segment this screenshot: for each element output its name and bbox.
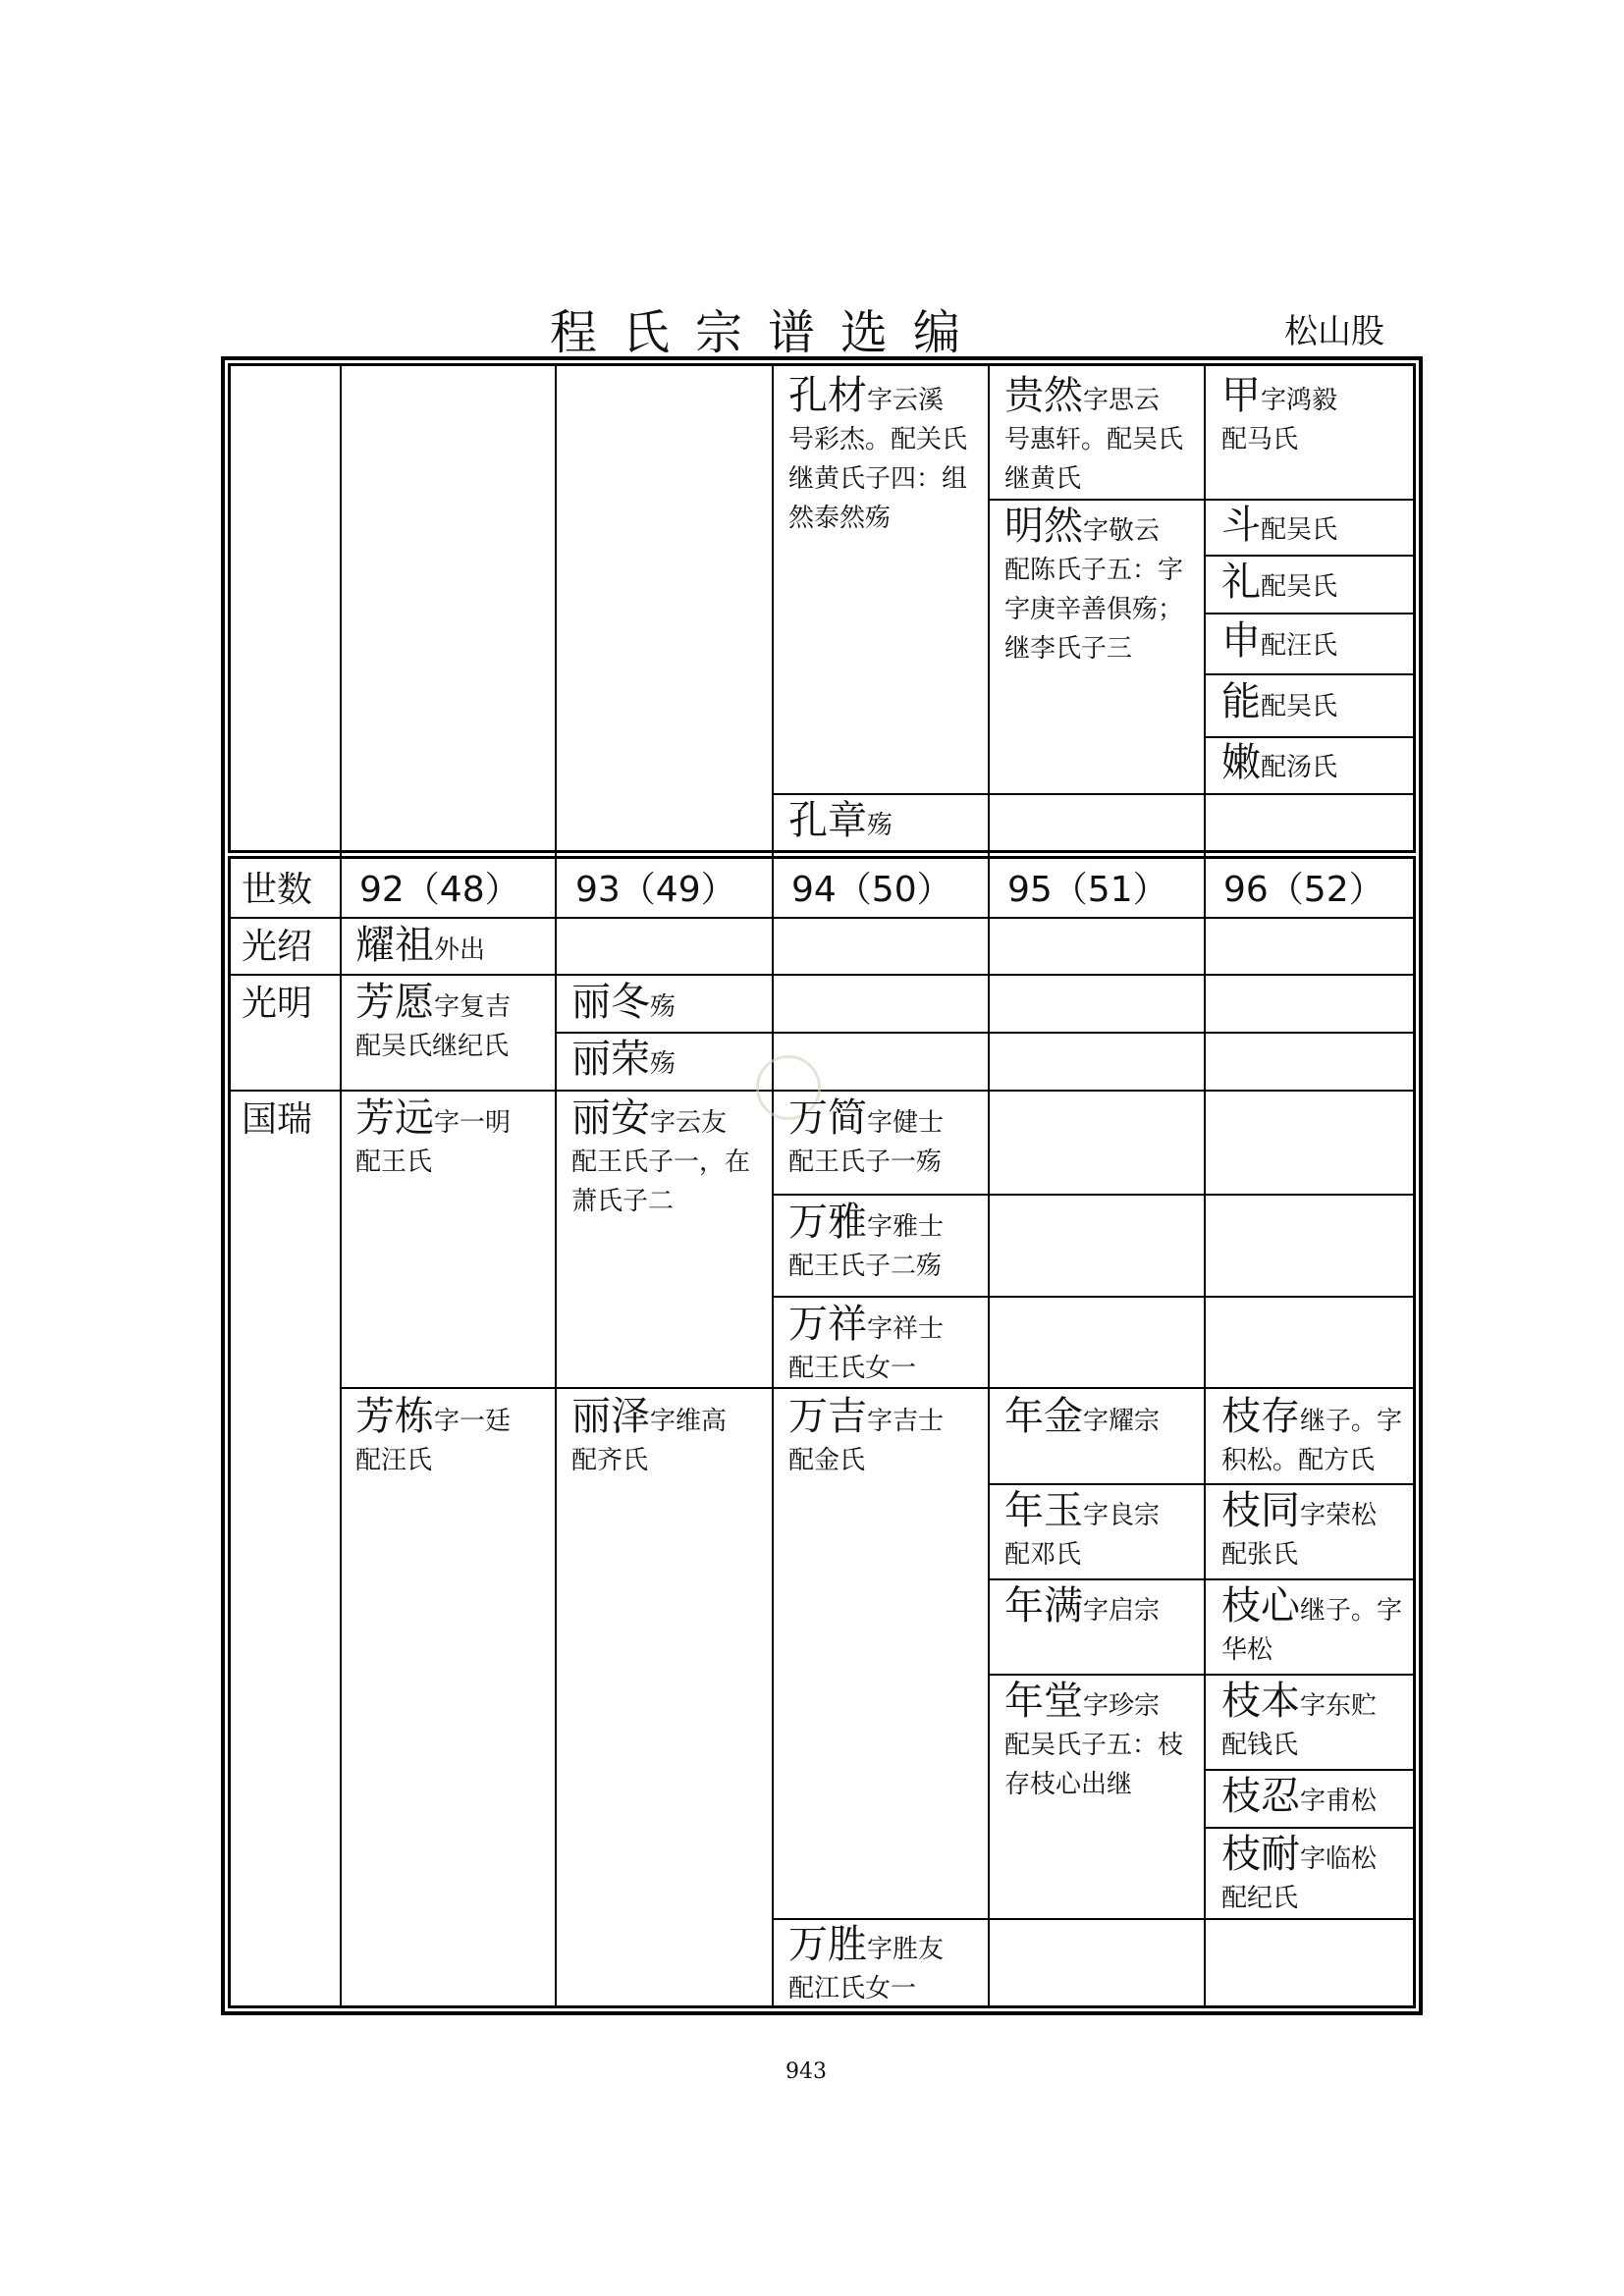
header-gen-95: 95（51）: [1007, 870, 1168, 910]
person-style: 字一明: [434, 1108, 512, 1138]
person-name: 贵然: [1004, 373, 1083, 418]
row-label-guorui: 国瑞: [242, 1099, 313, 1140]
row-line: [1204, 673, 1416, 675]
person-name: 枝心: [1221, 1583, 1300, 1629]
page-title: 程氏宗谱选编: [550, 305, 987, 360]
header-generation-label: 世数: [242, 870, 313, 910]
person-style: 继子。字: [1300, 1407, 1403, 1436]
row-line: [228, 917, 1416, 919]
person-name: 万胜: [788, 1922, 867, 1967]
person-style: 殇: [867, 811, 893, 840]
person-name: 丽安: [571, 1095, 650, 1141]
row-line: [228, 974, 1416, 976]
person-name: 枝忍: [1221, 1774, 1300, 1819]
person-note: 积松。配方氏: [1221, 1446, 1376, 1475]
row-line: [1204, 1827, 1416, 1829]
person-style: 字吉士: [867, 1407, 945, 1436]
row-line: [772, 1918, 1416, 1920]
entry-li: [1221, 560, 1408, 607]
entry-lize: [571, 1394, 768, 1480]
column-line: [340, 363, 342, 2008]
person-style: 字甫松: [1300, 1787, 1378, 1816]
person-note: 配马氏: [1221, 425, 1299, 454]
person-name: 枝本: [1221, 1679, 1300, 1724]
person-note: 配金氏: [788, 1446, 866, 1475]
person-name: 年玉: [1004, 1488, 1083, 1533]
entry-wanxiang: [788, 1302, 985, 1388]
person-style: 字胜友: [867, 1935, 945, 1964]
entry-neng: [1221, 679, 1408, 726]
person-name: 礼: [1221, 560, 1261, 605]
row-line: [772, 793, 1416, 795]
row-line: [988, 1578, 1416, 1580]
entry-wanya: [788, 1200, 985, 1286]
person-style: 外出: [434, 935, 486, 965]
entry-zhiben: [1221, 1679, 1414, 1765]
person-note: 配陈氏子五：字字庚辛善俱殇；继李氏子三: [1004, 556, 1184, 664]
entry-wansheng: [788, 1922, 985, 2008]
person-note: 号彩杰。配关氏继黄氏子四：组然泰然殇: [788, 425, 968, 533]
entry-mingran: [1004, 504, 1196, 668]
person-note: 配吴氏子五：枝存枝心出继: [1004, 1731, 1184, 1799]
entry-zhitong: [1221, 1488, 1414, 1575]
person-note: 配王氏女一: [788, 1354, 917, 1383]
person-name: 丽泽: [571, 1394, 650, 1439]
person-name: 孔材: [788, 373, 867, 418]
person-style: 继子。字: [1300, 1596, 1403, 1626]
person-note: 配王氏: [355, 1148, 433, 1177]
entry-zhixin: [1221, 1583, 1414, 1670]
column-line: [1204, 363, 1206, 2008]
entry-kongcai: [788, 373, 980, 538]
person-style: 字启宗: [1083, 1596, 1161, 1626]
entry-lian: [571, 1095, 768, 1221]
person-note: 配汪氏: [355, 1446, 433, 1475]
entry-nen: [1221, 740, 1408, 787]
person-style: 配汤氏: [1261, 753, 1338, 782]
row-label-guangshao: 光绍: [242, 927, 313, 967]
person-name: 芳远: [355, 1095, 434, 1141]
person-name: 万雅: [788, 1200, 867, 1245]
entry-zhicun: [1221, 1394, 1414, 1480]
entry-kongzhang: [788, 798, 980, 845]
person-style: 殇: [650, 992, 677, 1022]
row-line: [555, 1032, 1416, 1034]
row-line: [1204, 555, 1416, 557]
person-style: 字敬云: [1083, 516, 1161, 546]
person-style: 字祥士: [867, 1314, 945, 1344]
entry-dou: [1221, 503, 1408, 550]
person-style: 字一廷: [434, 1407, 512, 1436]
branch-name: 松山股: [1284, 312, 1384, 351]
person-note: 配邓氏: [1004, 1540, 1082, 1570]
person-note: 配纪氏: [1221, 1884, 1299, 1913]
person-style: 配汪氏: [1261, 631, 1338, 661]
person-name: 嫩: [1221, 740, 1261, 785]
person-note: 配吴氏继纪氏: [355, 1032, 510, 1061]
entry-fangdong: [355, 1394, 552, 1480]
person-note: 配王氏子一殇: [788, 1148, 943, 1177]
header-gen-94: 94（50）: [791, 870, 952, 910]
entry-lirong: [571, 1037, 768, 1084]
entry-fangyuan: [355, 980, 552, 1066]
row-label-guangming: 光明: [242, 984, 313, 1024]
row-line: [772, 1194, 1416, 1196]
person-style: 字东贮: [1300, 1691, 1378, 1721]
entry-lidong: [571, 980, 768, 1027]
person-style: 殇: [650, 1049, 677, 1079]
person-style: 字健士: [867, 1108, 945, 1138]
row-line: [1204, 1769, 1416, 1771]
entry-jia: [1221, 373, 1408, 459]
person-style: 配吴氏: [1261, 515, 1338, 545]
person-name: 明然: [1004, 504, 1083, 549]
person-style: 字鸿毅: [1261, 386, 1338, 415]
entry-niantang: [1004, 1679, 1201, 1804]
column-line: [555, 363, 557, 2008]
entry-zhiren: [1221, 1774, 1414, 1821]
person-style: 字维高: [650, 1407, 728, 1436]
row-line: [772, 1296, 1416, 1298]
entry-nianyu: [1004, 1488, 1201, 1575]
row-line: [1204, 736, 1416, 738]
person-name: 年金: [1004, 1394, 1083, 1439]
person-name: 万吉: [788, 1394, 867, 1439]
person-style: 字荣松: [1300, 1501, 1378, 1530]
row-line: [228, 1090, 1416, 1092]
person-style: 配吴氏: [1261, 692, 1338, 721]
entry-wanjian: [788, 1095, 985, 1182]
header-gen-92: 92（48）: [359, 870, 520, 910]
person-name: 年堂: [1004, 1679, 1083, 1724]
person-name: 丽荣: [571, 1037, 650, 1082]
person-style: 字复吉: [434, 992, 512, 1022]
person-note: 配齐氏: [571, 1446, 649, 1475]
person-note: 配江氏女一: [788, 1974, 917, 2003]
entry-guiran: [1004, 373, 1196, 499]
person-note: 华松: [1221, 1635, 1273, 1665]
person-note: 配钱氏: [1221, 1731, 1299, 1760]
person-style: 字思云: [1083, 386, 1161, 415]
person-name: 能: [1221, 679, 1261, 724]
person-style: 字雅士: [867, 1212, 945, 1242]
header-gen-96: 96（52）: [1223, 870, 1384, 910]
person-note: 号惠轩。配吴氏继黄氏: [1004, 425, 1184, 494]
entry-wanji: [788, 1394, 985, 1480]
section-separator: [228, 850, 1416, 859]
person-style: 配吴氏: [1261, 572, 1338, 602]
person-name: 万祥: [788, 1302, 867, 1347]
person-name: 申: [1221, 618, 1261, 664]
person-name: 甲: [1221, 373, 1261, 418]
person-name: 芳栋: [355, 1394, 434, 1439]
person-name: 枝存: [1221, 1394, 1300, 1439]
person-style: 字耀宗: [1083, 1407, 1161, 1436]
row-line: [988, 1483, 1416, 1485]
entry-fangyuan2: [355, 1095, 552, 1182]
person-name: 斗: [1221, 503, 1261, 548]
person-style: 字云友: [650, 1108, 728, 1138]
person-name: 芳愿: [355, 980, 434, 1025]
person-name: 枝同: [1221, 1488, 1300, 1533]
person-note: 配王氏子一，在萧氏子二: [571, 1148, 751, 1216]
entry-yaozu: [355, 923, 552, 970]
header-gen-93: 93（49）: [575, 870, 736, 910]
person-name: 孔章: [788, 798, 867, 843]
person-name: 枝耐: [1221, 1832, 1300, 1877]
row-line: [988, 1674, 1416, 1676]
entry-nianman: [1004, 1583, 1201, 1630]
person-name: 年满: [1004, 1583, 1083, 1629]
entry-nianjin: [1004, 1394, 1201, 1441]
person-style: 字云溪: [867, 386, 945, 415]
row-line: [988, 499, 1204, 501]
entry-zhinai: [1221, 1832, 1414, 1918]
column-line: [988, 363, 990, 2008]
person-style: 字良宗: [1083, 1501, 1161, 1530]
person-name: 万简: [788, 1095, 867, 1141]
person-note: 配张氏: [1221, 1540, 1299, 1570]
page-number: 943: [785, 2059, 827, 2084]
person-name: 耀祖: [355, 923, 434, 968]
row-line: [1204, 613, 1416, 614]
row-line: [1204, 499, 1416, 501]
person-note: 配王氏子二殇: [788, 1252, 943, 1281]
column-line: [772, 363, 774, 2008]
entry-shen: [1221, 618, 1408, 666]
person-style: 字珍宗: [1083, 1691, 1161, 1721]
person-style: 字临松: [1300, 1844, 1378, 1874]
person-name: 丽冬: [571, 980, 650, 1025]
